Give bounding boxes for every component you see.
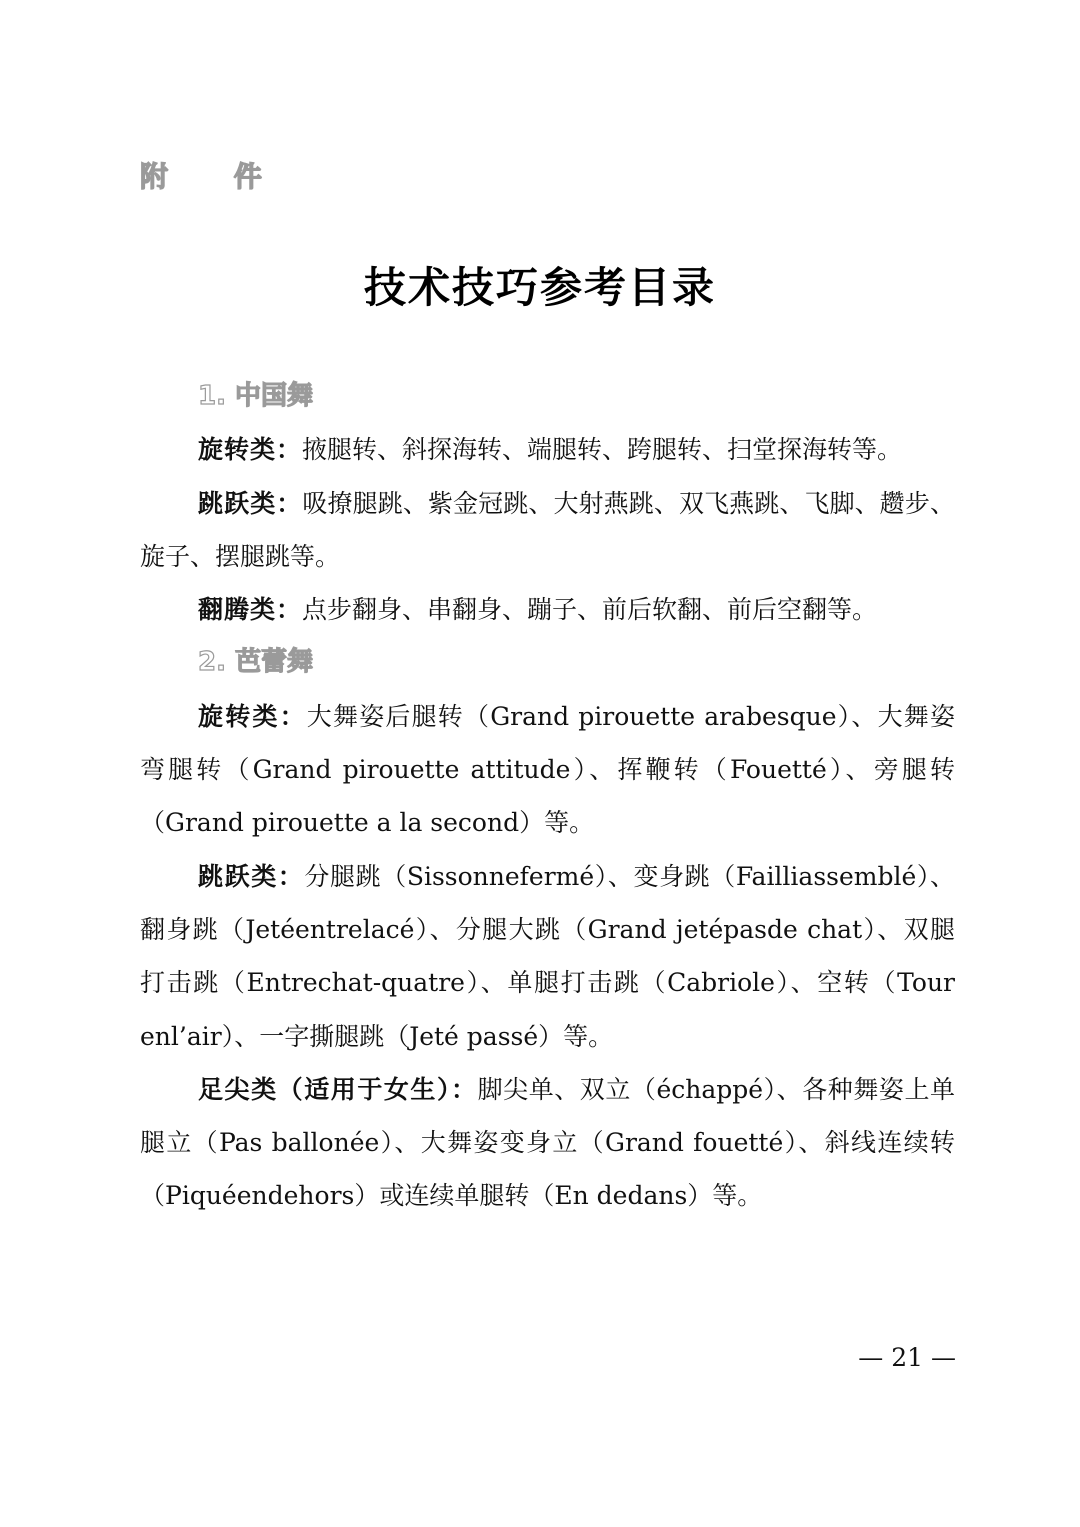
paragraph-text: 分腿跳（Sissonnefermé）、变身跳（Failliassemblé）、翻身跳（Jetéentrelacé）、分腿大跳（Grand jetépasde chat）、双腿打击跳（Entrechat-quatre）、单腿打击跳（Cabriole）、空转（Tour enl’air）、一字撕腿跳（Jeté passé）等。 bbox=[140, 861, 955, 1051]
paragraph-chinese-tumbling bbox=[140, 583, 955, 636]
paragraph-text: 吸撩腿跳、紫金冠跳、大射燕跳、双飞燕跳、飞脚、趱步、旋子、摆腿跳等。 bbox=[140, 488, 955, 571]
category-label: 翻腾类： bbox=[198, 595, 303, 625]
category-label: 旋转类： bbox=[198, 701, 307, 731]
page-title: 技术技巧参考目录 bbox=[363, 263, 716, 312]
category-label: 旋转类： bbox=[198, 435, 303, 465]
section-heading-chinese-dance: 1. 中国舞 bbox=[198, 381, 314, 411]
document-body bbox=[140, 370, 955, 1223]
section-heading-ballet: 2. 芭蕾舞 bbox=[198, 647, 314, 678]
paragraph-chinese-jump bbox=[140, 477, 955, 584]
paragraph-text: 点步翻身、串翻身、蹦子、前后软翻、前后空翻等。 bbox=[302, 595, 878, 625]
paragraph-text: 掖腿转、斜探海转、端腿转、跨腿转、扫堂探海转等。 bbox=[302, 435, 903, 465]
paragraph-ballet-pointe bbox=[140, 1063, 955, 1223]
category-label: 跳跃类： bbox=[198, 861, 305, 891]
category-label: 跳跃类： bbox=[198, 488, 303, 518]
paragraph-chinese-rotation bbox=[140, 423, 955, 476]
paragraph-ballet-rotation bbox=[140, 690, 955, 850]
paragraph-text: 脚尖单、双立（échappé）、各种舞姿上单腿立（Pas ballonée）、大舞姿变身立（Grand fouetté）、斜线连续转（Piquéendehors）或连续单腿转（En dedans）等。 bbox=[140, 1074, 955, 1211]
paragraph-ballet-jump bbox=[140, 850, 955, 1063]
paragraph-text: 大舞姿后腿转（Grand pirouette arabesque）、大舞姿弯腿转（Grand pirouette attitude）、挥鞭转（Fouetté）、旁腿转（Grand pirouette a la second）等。 bbox=[140, 701, 955, 838]
annex-label: 附 件 bbox=[140, 160, 290, 193]
category-label: 足尖类（适用于女生）： bbox=[198, 1074, 478, 1104]
page-number: — 21 — bbox=[858, 1343, 956, 1372]
